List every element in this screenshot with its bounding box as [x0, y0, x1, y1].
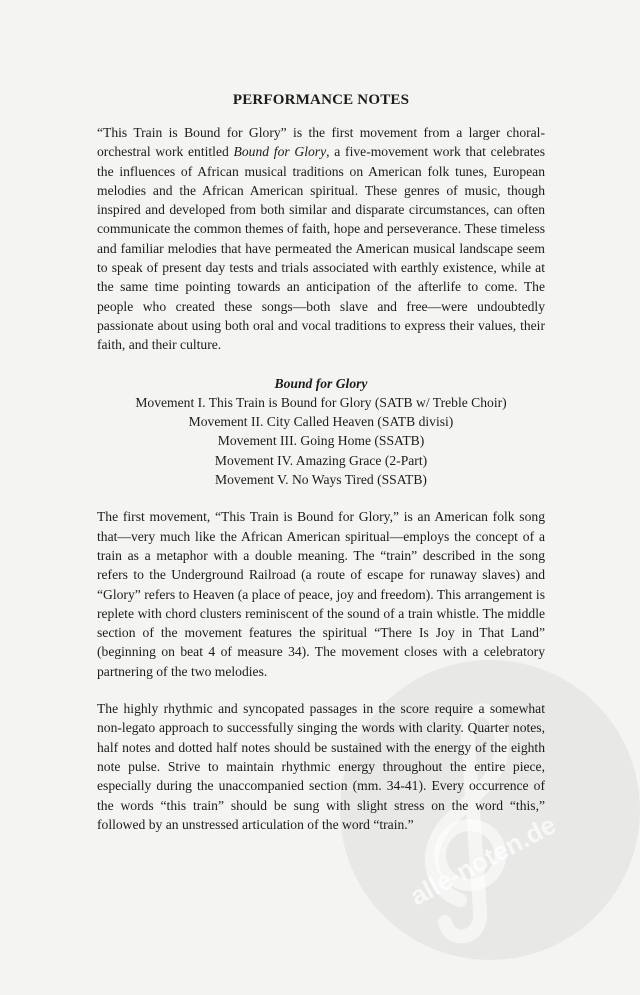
movement-item: Movement I. This Train is Bound for Glory (SATB w/ Treble Choir): [135, 394, 507, 410]
watermark-text: alle-noten.de: [405, 809, 561, 912]
intro-paragraph: [97, 123, 545, 355]
movement-item: Movement II. City Called Heaven (SATB divisi): [188, 414, 454, 430]
movement-item: Movement III. Going Home (SSATB): [217, 433, 425, 449]
intro-text-a: “This Train is Bound for Glory” is the first movement from a larger choral-orchestral work entitled: [97, 125, 545, 160]
first-movement-paragraph: The first movement, “This Train is Bound for Glory,” is an American folk song that—very much like the African American spiritual—employs the concept of a train as a metaphor with a double meaning. The “train” described in the song refers to the Underground Railroad (a route of escape for runaway slaves) and “Glory” refers to Heaven (a place of peace, joy and freedom). This arrangement is replete with chord clusters reminiscent of the sound of a train whistle. The middle section of the movement features the spiritual “There Is Joy in That Land” (beginning on beat 4 of measure 34). The movement closes with a celebratory partnering of the two melodies.: [97, 509, 545, 679]
movement-item: Movement IV. Amazing Grace (2-Part): [214, 452, 428, 468]
rhythm-guidance-paragraph: The highly rhythmic and syncopated passages in the score require a somewhat non-legato approach to successfully singing the words with clarity. Quarter notes, half notes and dotted half notes should be sustained with the energy of the eighth note pulse. Strive to maintain rhythmic energy throughout the entire piece, especially during the unaccompanied section (mm. 34-41). Every occurrence of the words “this train” should be sung with slight stress on the word “this,” followed by an unstressed articulation of the word “train.”: [97, 701, 545, 832]
movement-item: Movement V. No Ways Tired (SSATB): [215, 472, 427, 488]
movement-list-heading: Bound for Glory: [274, 375, 368, 391]
movement-list: [97, 374, 545, 490]
work-title-italic: Bound for Glory: [233, 144, 327, 160]
performance-notes-page: [97, 92, 545, 834]
intro-text-b: , a five-movement work that celebrates the influences of African musical traditions on American folk tunes, European melodies and the African American spiritual. These genres of music, though inspired and developed from both similar and disparate circumstances, can often communicate the common themes of faith, hope and perseverance. These timeless and familiar melodies that have permeated the American musical landscape seem to speak of present day tests and trials associated with earthly existence, while at the same time pointing towards an anticipation of the afterlife to come. The people who created these songs—both slave and free—were undoubtedly passionate about using both oral and vocal traditions to express their values, their faith, and their culture.: [97, 144, 545, 353]
page-title: PERFORMANCE NOTES: [232, 92, 410, 108]
